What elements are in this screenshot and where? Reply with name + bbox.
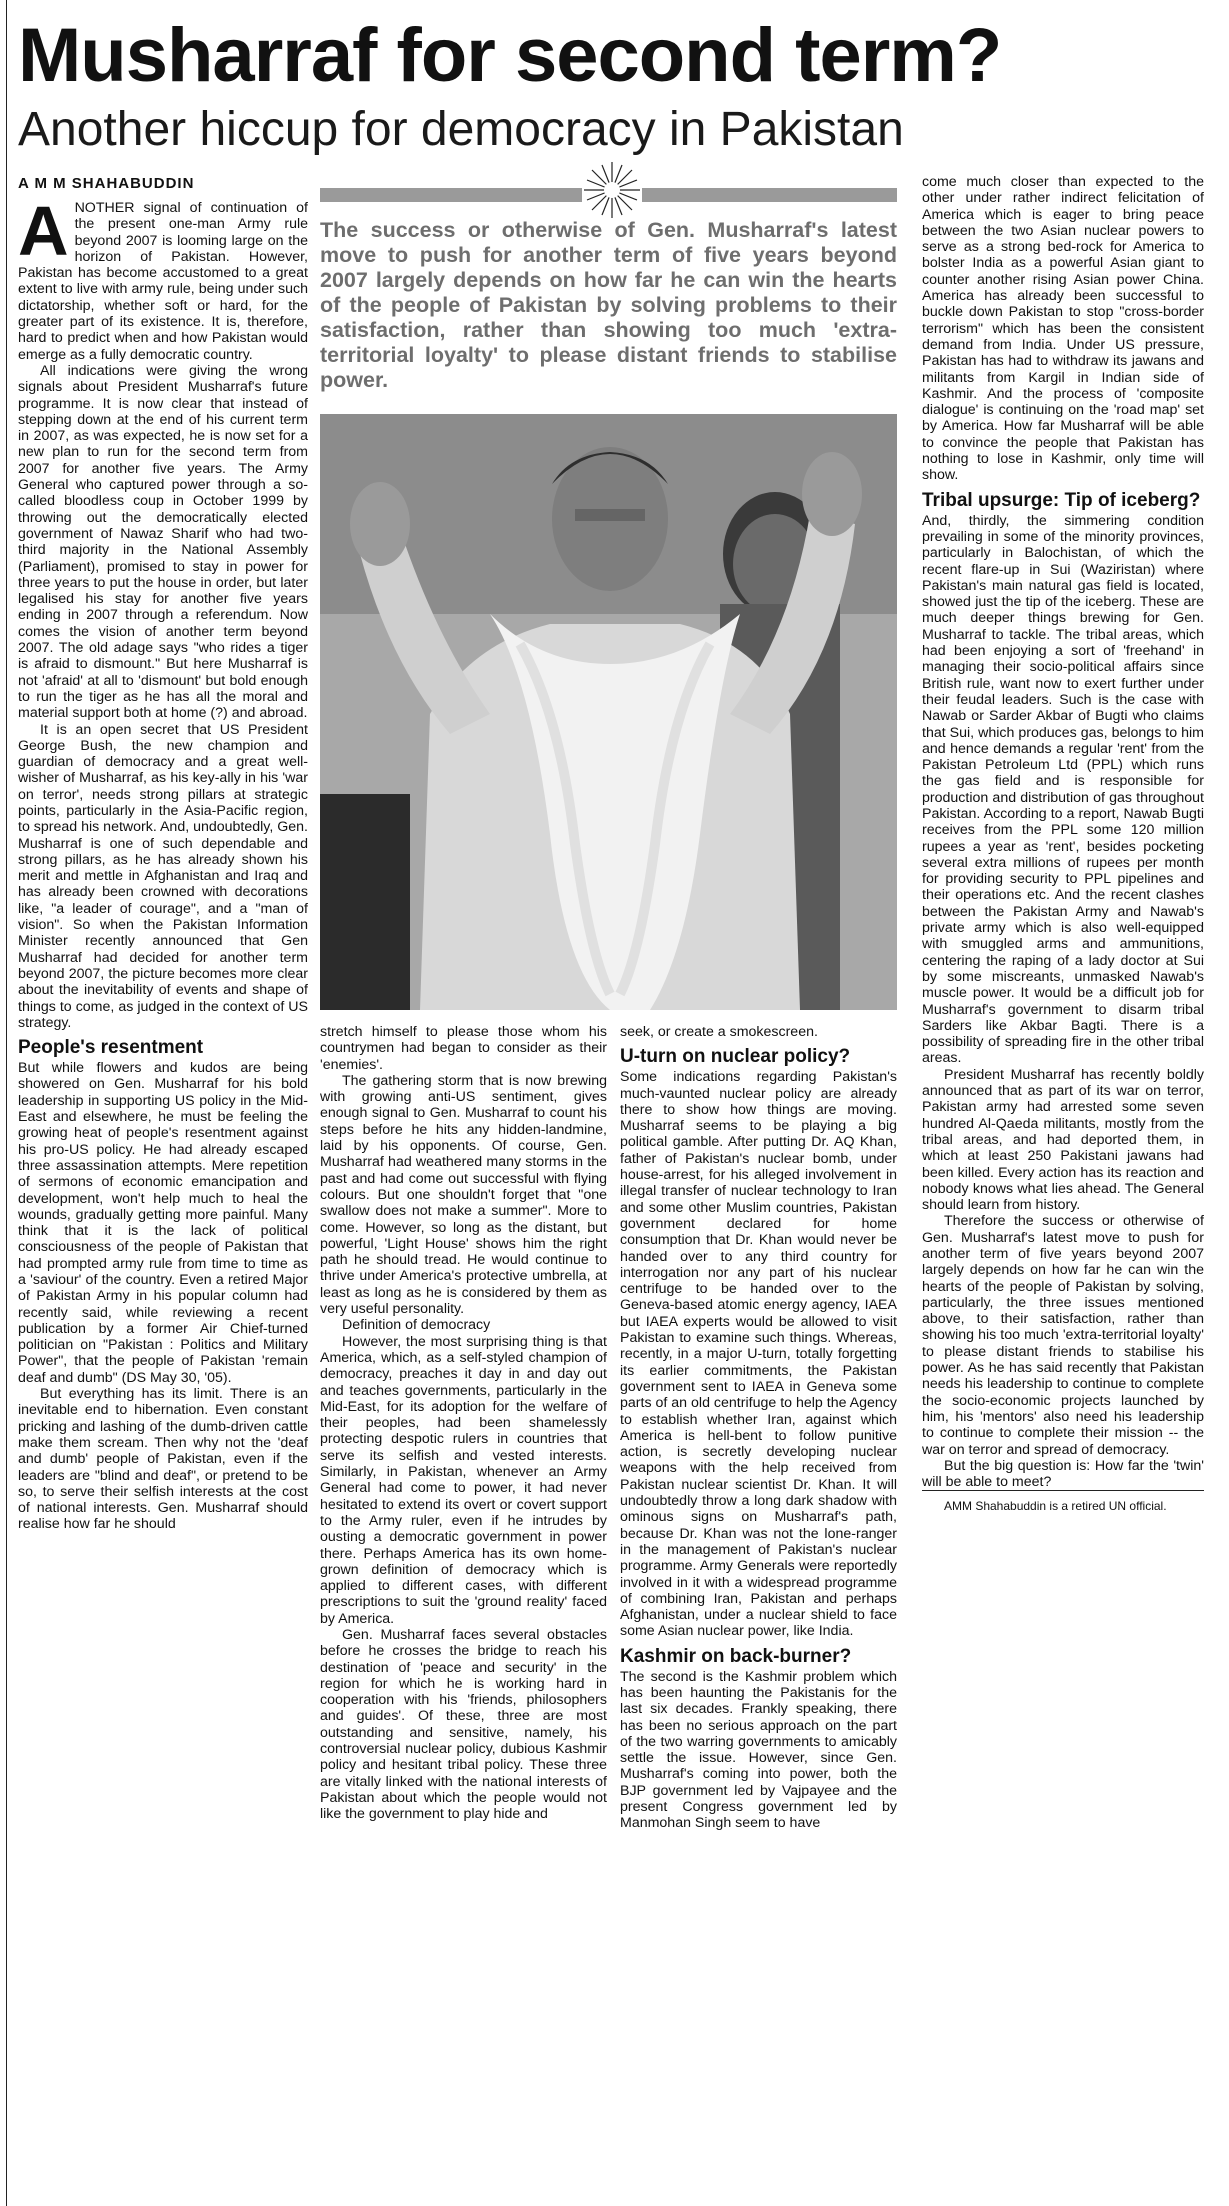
subheadline: Another hiccup for democracy in Pakistan (18, 103, 904, 156)
column-4 (922, 174, 1204, 2200)
paragraph: Therefore the success or otherwise of Gen. Musharraf's latest move to push for another term of five years beyond 2007 largely depends on how far he can win the hearts of the people of Pakistan by solving, particularly, the three issues mentioned above, to their satisfaction, rather than showing his too much 'extra-territorial loyalty' to please distant friends to stabilise his power. As he has said recently that Pakistan needs his leadership to continue to complete the socio-economic projects launched by him, his 'mentors' also need his leadership to continue to complete their mission -- the war on terror and spread of democracy. (922, 1213, 1204, 1458)
column-2 (320, 1024, 607, 2200)
paragraph: The gathering storm that is now brewing with growing anti-US sentiment, gives enough signal to Gen. Musharraf to count his steps before he hits any hidden-landmine, laid by his opponents. Of course, Gen. Musharraf had weathered many storms in the past and had come out successful with flying colours. But one shouldn't forget that "one swallow does not make a summer". More to come. However, so long as the distant, but powerful, 'Light House' shows him the right path he should tread. He would continue to thrive under America's protective umbrella, at least as long as he is considered by them as very useful personality. (320, 1072, 607, 1318)
paragraph: And, thirdly, the simmering condition prevailing in some of the minority provinces, particularly in Balochistan, of which the recent flare-up in Sui (Waziristan) where Pakistan's main natural gas field is located, showed just the tip of the iceberg. These are much deeper things brewing for Gen. Musharraf to tackle. The tribal areas, which had been enjoying a sort of 'freehand' in managing their socio-political affairs since British rule, want now to exert further under their feudal leaders. Such is the case with Nawab or Sarder Akbar of Bugti who claims that Sui, which produces gas, belongs to him and hence demands a regular 'rent' from the Pakistan Petroleum Ltd (PPL) which runs the gas field and is responsible for production and distribution of gas throughout Pakistan. According to a report, Nawab Bugti receives from the PPL some 120 million rupees a year as 'rent', besides pocketing several extra millions of rupees per month for providing security to PPL pipelines and their operations etc. And the recent clashes between the Pakistan Army and Nawab's private army which is also well-equipped with smuggled arms and ammunitions, centering the raping of a lady doctor at Sui by some miscreants, unmasked Nawab's muscle power. It would be a difficult job for Musharraf's government to disarm tribal Sarders like Akbar Bagti. There is a possibility of spreading fire in the other tribal areas. (922, 512, 1204, 1067)
paragraph: Some indications regarding Pakistan's much-vaunted nuclear policy are already there to show how things are moving. Musharraf seems to be playing a big political gamble. After putting Dr. AQ Khan, father of Pakistan's nuclear bomb, under house-arrest, for his alleged involvement in illegal transfer of nuclear technology to Iran and some other Muslim countries, Pakistan government declared for home consumption that Dr. Khan would never be handed over to any third country for interrogation nor any part of his nuclear centrifuge to be handed over to the Geneva-based atomic energy agency, IAEA but IAEA experts would be allowed to visit Pakistan to examine such things. Whereas, recently, in a major U-turn, totally forgetting its earlier commitments, the Pakistan government sent to IAEA in Geneva some parts of an old centrifuge to help the Agency to establish whether Iran, against which America is hell-bent to follow punitive action, is secretly developing nuclear weapons with the help received from Pakistan nuclear scientist Dr. Khan. It will undoubtedly throw a long dark shadow with ominous signs on Musharraf's path, because Dr. Khan was not the lone-ranger in the management of Pakistan's nuclear programme. Army Generals were reportedly involved in it with a widespread programme of combining Iran, Pakistan and perhaps Afghanistan, under a nuclear shield to face some Asian nuclear power, like India. (620, 1069, 897, 1640)
pullquote: The success or otherwise of Gen. Musharraf's latest move to push for another term of five years beyond 2007 largely depends on how far he can win the hearts of the people of Pakistan by solving problems to their satisfaction, rather than showing too much 'extra-territorial loyalty' to please distant friends to stabilise power. (320, 218, 897, 392)
paragraph: seek, or create a smokescreen. (620, 1024, 818, 1040)
starburst-icon (582, 160, 642, 220)
paragraph: Gen. Musharraf faces several obstacles before he crosses the bridge to reach his destination of 'peace and security' in the region for which he is working hard in cooperation with his 'friends, philosophers and guides'. Of these, three are most outstanding and sensitive, namely, his controversial nuclear policy, dubious Kashmir policy and hesitant tribal policy. These three are vitally linked with the national interests of Pakistan about which the people would not like the government to play hide and (320, 1626, 607, 1823)
section-heading: U-turn on nuclear policy? (620, 1046, 851, 1068)
section-heading: People's resentment (18, 1037, 204, 1059)
paragraph: But the big question is: How far the 'twin' will be able to meet? (922, 1457, 1204, 1491)
paragraph: President Musharraf has recently boldly announced that as part of its war on terror, Pakistan army had arrested some seven hundred Al-Qaeda militants, mostly from the tribal areas, and had deported them, in which at least 250 Pakistani jawans had been killed. Every action has its reaction and nobody knows what lies ahead. The General should learn from history. (922, 1066, 1204, 1214)
byline: A M M SHAHABUDDIN (18, 175, 195, 192)
paragraph: But while flowers and kudos are being showered on Gen. Musharraf for his bold leadership in supporting US policy in the Mid-East and elsewhere, he must be feeling the growing heat of people's resentment against his pro-US policy. He had already escaped three assassination attempts. Mere repetition of sermons of economic emancipation and development, won't help much to heal the wounds, gradually getting more painful. Many think that it is the lack of political consciousness of the people of Pakistan that had prompted army rule from time to time as a 'saviour' of the country. Even a retired Major of Pakistan Army in his popular column had recently said, while reviewing a recent publication by a former Air Chief-turned politician on "Pakistan : Politics and Military Power", that the people of Pakistan 'remain deaf and dumb" (DS May 30, '05). (18, 1060, 308, 1386)
paragraph: But everything has its limit. There is an inevitable end to hibernation. Even constant pricking and lashing of the dumb-driven cattle make them scream. Then why not the 'deaf and dumb' people of Pakistan, even if the leaders are "blind and deaf", or pretend to be so, to serve their selfish interests at the cost of national interests. Gen. Musharraf should realise how far he should (18, 1386, 308, 1533)
paragraph: The second is the Kashmir problem which has been haunting the Pakistanis for the last six decades. Frankly speaking, there has been no serious approach on the part of the two warring governments to amicably settle the issue. However, since Gen. Musharraf's coming into power, both the BJP government led by Vajpayee and the present Congress government led by Manmohan Singh seem to have (620, 1668, 897, 1832)
headline: Musharraf for second term? (18, 13, 1002, 98)
musharraf-photo (320, 414, 897, 1010)
paragraph: come much closer than expected to the other under rather indirect felicitation of America which is eager to bring peace between the two Asian nuclear powers to serve as a strong bed-rock for America to bolster India as a powerful Asian giant to counter another rising Asian power China. America has already been successful to buckle down Pakistan to stop "cross-border terrorism" which has been the consistent demand from India. Under US pressure, Pakistan has had to withdraw its jawans and militants from Kargil in Indian side of Kashmir. And the process of 'composite dialogue' is continuing on the 'road map' set by America. How far Musharraf will be able to convince the people that Pakistan has nothing to lose in Kashmir, only time will show. (922, 174, 1204, 484)
paragraph: All indications were giving the wrong signals about President Musharraf's future programme. It is now clear that instead of stepping down at the end of his current term in 2007, as was expected, he is now set for a new plan to run for the second term from 2007 for another five years. The Army General who captured power through a so-called bloodless coup in October 1999 by throwing out the democratically elected government of Nawaz Sharif who had two-third majority in the National Assembly (Parliament), promised to stay in power for three years to put the house in order, but later legalised his stay for another five years ending in 2007 through a referendum. Now comes the vision of another term beyond 2007. The old adage says "who rides a tiger is afraid to dismount." But here Musharraf is not 'afraid' at all to 'dismount' but bold enough to run the tiger as he has all the moral and material support both at home (?) and abroad. (18, 362, 308, 722)
section-heading: Tribal upsurge: Tip of iceberg? (922, 489, 1201, 511)
paragraph: However, the most surprising thing is that America, which, as a self-styled champion of democracy, preaches it day in and day out and teaches governments, particularly in the Mid-East, for its adoption for the welfare of their peoples, had been shamelessly protecting despotic rulers in countries that serve its selfish and vested interests. Similarly, in Pakistan, whenever an Army General had come to power, it had never hesitated to extend its overt or covert support to the Army ruler, even if he intrudes by ousting a democratic government in power there. Perhaps America has its own home-grown definition of democracy which is applied to different cases, with different prescriptions to suit the 'ground reality' faced by America. (320, 1333, 607, 1627)
paragraph: NOTHER signal of continuation of the present one-man Army rule beyond 2007 is looming large on the horizon of Pakistan. However, Pakistan has become accustomed to a great extent to live with army rule, being under such dictatorship, whether soft or hard, for the greater part of its existence. It is, therefore, hard to predict when and how Pakistan would emerge as a fully democratic country. (18, 200, 308, 363)
drop-cap: A (18, 200, 69, 270)
paragraph: Definition of democracy (342, 1317, 491, 1334)
section-heading: Kashmir on back-burner? (620, 1645, 852, 1667)
column-3 (620, 1024, 897, 2200)
author-footnote: AMM Shahabuddin is a retired UN official. (922, 1490, 1204, 1513)
column-1 (18, 200, 308, 2200)
paragraph: stretch himself to please those whom his countrymen had began to consider as their 'enemies'. (320, 1024, 607, 1073)
left-column-rule (6, 0, 7, 2206)
paragraph: It is an open secret that US President George Bush, the new champion and guardian of democracy and a great well-wisher of Musharraf, as his key-ally in his 'war on terror', needs strong pillars at strategic points, particularly in the Asia-Pacific region, to spread his network. And, undoubtedly, Gen. Musharraf is one of such dependable and strong pillars, as he has already shown his merit and mettle in Afghanistan and Iraq and has already been crowned with decorations like, "a leader of courage", and a "man of vision". So when the Pakistan Information Minister recently announced that Gen Musharraf had decided for another term beyond 2007, the picture becomes more clear about the inevitability of events and shape of things to come, as judged in the context of US strategy. (18, 721, 308, 1031)
